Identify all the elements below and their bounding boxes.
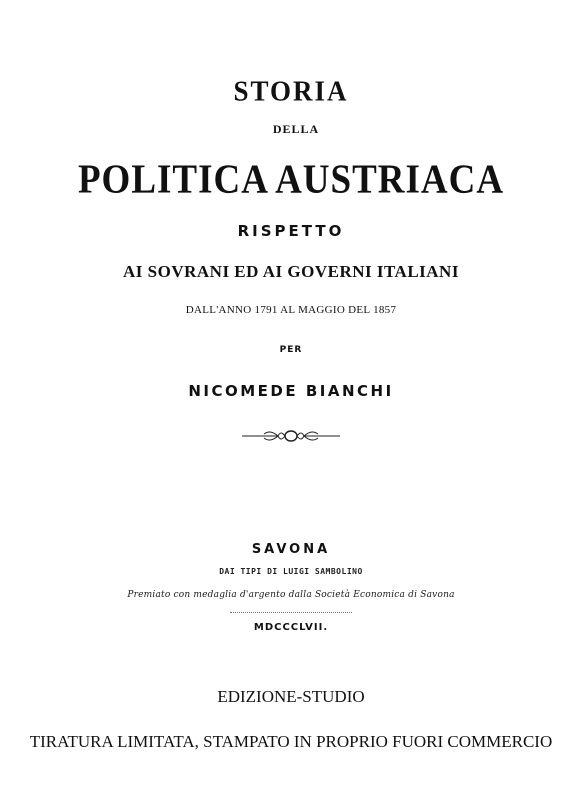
award-note: Premiato con medaglia d'argento dalla Società Economica di Savona [127, 590, 455, 600]
main-title: POLITICA AUSTRIACA [77, 156, 505, 203]
scroll-ornament-icon [240, 428, 342, 444]
imprint-year: MDCCCLVII. [253, 622, 329, 633]
heading-della: DELLA [272, 122, 320, 136]
author-preposition: PER [279, 345, 303, 355]
edition-label: EDIZIONE-STUDIO [217, 687, 365, 706]
subtitle: AI SOVRANI ED AI GOVERNI ITALIANI [123, 262, 459, 281]
print-run-note: TIRATURA LIMITATA, STAMPATO IN PROPRIO FUORI COMMERCIO [29, 732, 553, 751]
heading-storia: STORIA [233, 75, 349, 107]
author-name: NICOMEDE BIANCHI [188, 382, 394, 400]
imprint-printer: DAI TIPI DI LUIGI SAMBOLINO [219, 567, 363, 576]
heading-rispetto: RISPETTO [237, 222, 345, 240]
date-range: DALL'ANNO 1791 AL MAGGIO DEL 1857 [185, 304, 397, 316]
imprint-city: SAVONA [251, 542, 331, 557]
divider [230, 612, 352, 614]
